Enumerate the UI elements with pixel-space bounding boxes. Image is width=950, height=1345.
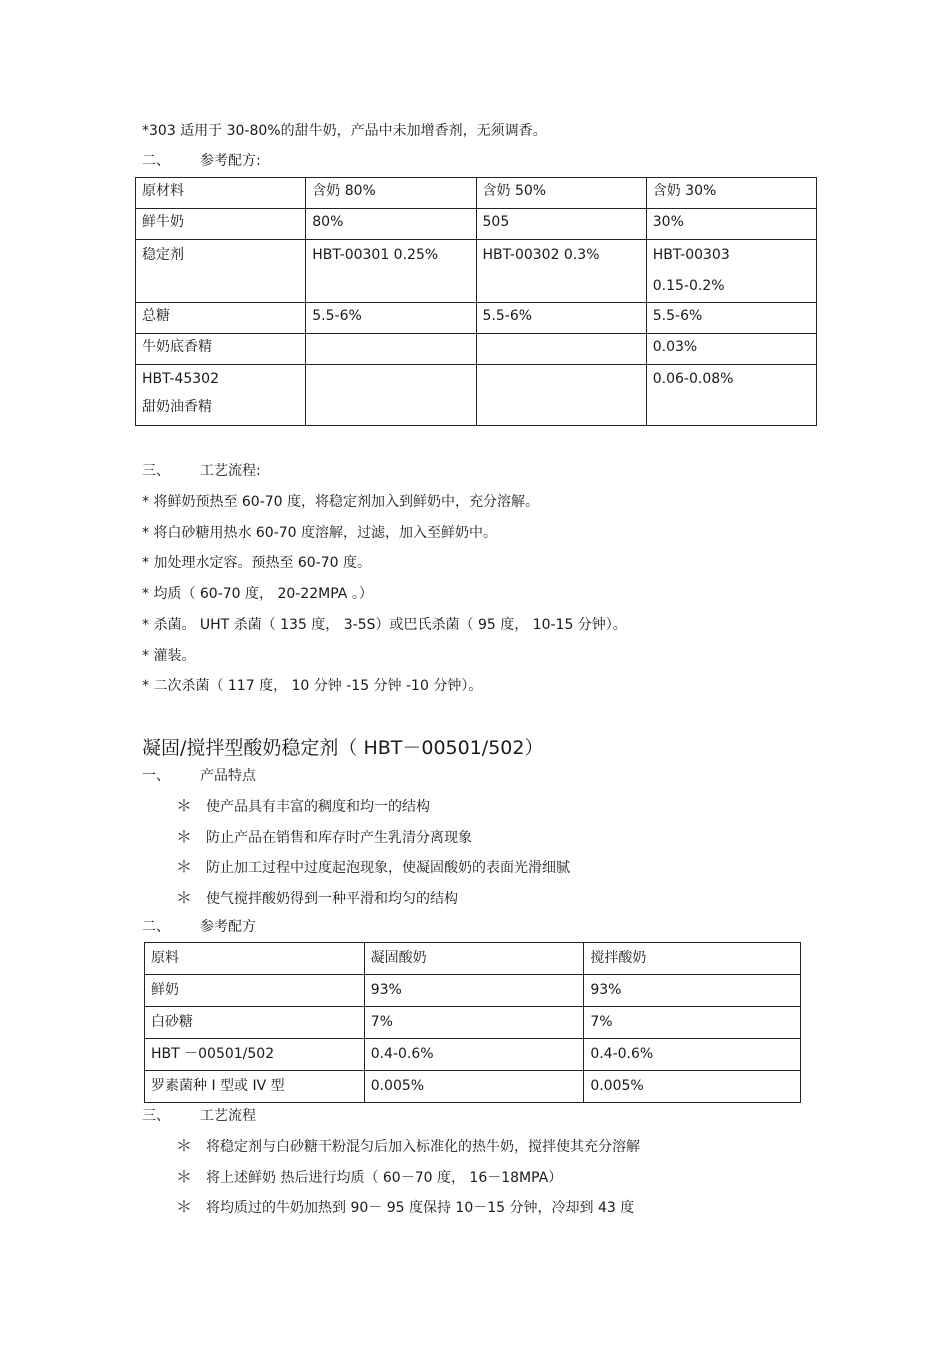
table-cell: HBT －00501/502 [145,1039,365,1071]
table-cell: 原材料 [136,178,306,209]
process-step: * 将鲜奶预热至 60-70 度，将稳定剂加入到鲜奶中，充分溶解。 [142,494,540,510]
asterisk-bullet-icon: ＊ [176,826,193,846]
table-cell: 80% [306,209,476,240]
feature-text: 防止产品在销售和库存时产生乳清分离现象 [206,829,472,846]
table-cell: 原料 [145,943,365,975]
process-step-text: 将上述鲜奶 热后进行均质（ 60－70 度， 16－18MPA） [206,1169,563,1186]
table-cell: 30% [646,209,816,240]
table-cell: 总糖 [136,303,306,334]
asterisk-bullet-icon: ＊ [176,1197,193,1216]
feature-item [176,889,458,908]
heading-label: 工艺流程 [200,1108,256,1124]
table-cell [306,334,476,365]
table-cell [476,334,646,365]
table-cell: 5.5-6% [476,303,646,334]
table-row [136,209,817,240]
asterisk-bullet-icon: ＊ [176,1166,193,1186]
heading-label: 工艺流程: [200,463,261,479]
process-step: * 杀菌。 UHT 杀菌（ 135 度， 3-5S）或巴氏杀菌（ 95 度， 10-15 分钟）。 [142,616,627,633]
table-cell: 93% [364,975,584,1007]
process-step [176,1198,634,1217]
heading-number: 三、 [142,463,170,479]
feature-text: 使气搅拌酸奶得到一种平滑和均匀的结构 [206,890,458,907]
process-step-text: 将稳定剂与白砂糖干粉混匀后加入标准化的热牛奶，搅拌使其充分溶解 [206,1139,640,1155]
section2-formula-heading [142,918,256,936]
table-cell: 凝固酸奶 [364,943,584,975]
section2-title: 凝固/搅拌型酸奶稳定剂（ HBT－00501/502） [142,737,544,759]
table-cell: 7% [364,1007,584,1039]
table-cell: 罗素菌种 I 型或 IV 型 [145,1071,365,1103]
table-row [136,365,817,426]
heading-number: 二、 [142,153,170,169]
process-step [176,1168,562,1187]
asterisk-bullet-icon: ＊ [176,887,193,907]
table-row [145,1007,801,1039]
table-cell: HBT-00302 0.3% [476,240,646,303]
table-cell [306,365,476,426]
heading-number: 二、 [142,919,170,935]
table-cell: HBT-00303 0.15-0.2% [646,240,816,303]
table-cell: 含奶 50% [476,178,646,209]
table-cell: 0.005% [364,1071,584,1103]
table-row [145,1071,801,1103]
table-row [136,303,817,334]
table-cell: 0.4-0.6% [364,1039,584,1071]
table-cell: 93% [584,975,801,1007]
feature-item [176,858,570,877]
feature-item [176,797,430,816]
table-row [136,334,817,365]
table-row [136,178,817,209]
heading-number: 三、 [142,1108,170,1124]
table-cell: 505 [476,209,646,240]
table-row [145,943,801,975]
table-cell: 0.03% [646,334,816,365]
formula-table-2 [144,942,801,1103]
table-cell: 搅拌酸奶 [584,943,801,975]
asterisk-bullet-icon: ＊ [176,857,193,876]
table-row [145,975,801,1007]
table-cell: 白砂糖 [145,1007,365,1039]
table-row [145,1039,801,1071]
table-cell: 牛奶底香精 [136,334,306,365]
formula-table-1 [135,177,817,426]
table-cell: 稳定剂 [136,240,306,303]
heading-label: 参考配方 [200,919,256,935]
process-step: * 将白砂糖用热水 60-70 度溶解，过滤，加入至鲜奶中。 [142,524,498,541]
table-cell: 0.06-0.08% [646,365,816,426]
heading-label: 参考配方: [200,153,261,169]
feature-text: 使产品具有丰富的稠度和均一的结构 [206,799,430,815]
table-cell: 含奶 80% [306,178,476,209]
table-cell: HBT-45302 甜奶油香精 [136,365,306,426]
asterisk-bullet-icon: ＊ [176,1136,193,1155]
heading-number: 一、 [142,768,170,784]
intro-note: *303 适用于 30-80%的甜牛奶，产品中未加增香剂，无须调香。 [142,123,547,139]
table-cell: 0.005% [584,1071,801,1103]
heading-label: 产品特点 [200,768,256,784]
table-cell: 5.5-6% [646,303,816,334]
feature-item [176,828,472,847]
table-row [136,240,817,303]
process-step: * 加处理水定容。预热至 60-70 度。 [142,555,372,572]
section2-features-heading [142,767,256,785]
table-cell [476,365,646,426]
process-step: * 二次杀菌（ 117 度， 10 分钟 -15 分钟 -10 分钟）。 [142,678,483,695]
section1-formula-heading [142,152,261,170]
process-step: * 灌装。 [142,647,196,664]
table-cell: 7% [584,1007,801,1039]
asterisk-bullet-icon: ＊ [176,796,193,815]
table-cell: HBT-00301 0.25% [306,240,476,303]
process-step: * 均质（ 60-70 度， 20-22MPA 。） [142,586,373,603]
table-cell: 0.4-0.6% [584,1039,801,1071]
table-cell: 5.5-6% [306,303,476,334]
process-step [176,1137,640,1156]
section2-process-heading [142,1107,256,1125]
section1-process-heading [142,462,261,480]
process-step-text: 将均质过的牛奶加热到 90－ 95 度保持 10－15 分钟，冷却到 43 度 [206,1200,635,1216]
table-cell: 鲜牛奶 [136,209,306,240]
table-cell: 鲜奶 [145,975,365,1007]
table-cell: 含奶 30% [646,178,816,209]
feature-text: 防止加工过程中过度起泡现象，使凝固酸奶的表面光滑细腻 [206,860,570,876]
